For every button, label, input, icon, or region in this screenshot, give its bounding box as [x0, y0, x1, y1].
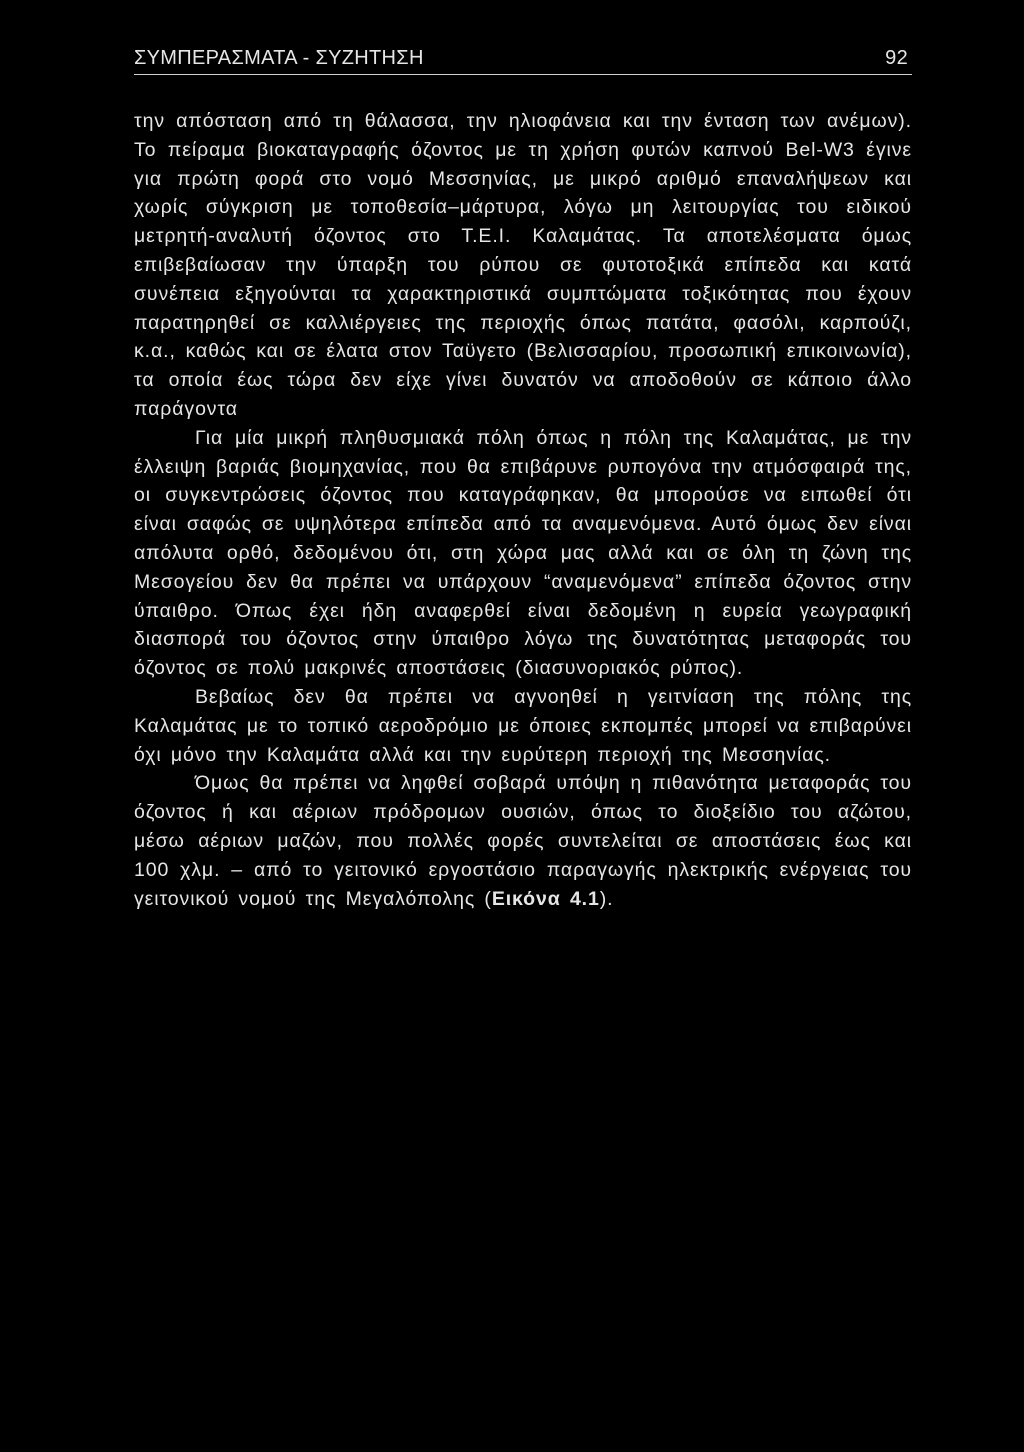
paragraph: Βεβαίως δεν θα πρέπει να αγνοηθεί η γειτνίαση της πόλης της Καλαμάτας με το τοπικό αεροδρόμιο με όποιες εκπομπές μπορεί να επιβαρύνει όχι μόνο την Καλαμάτα αλλά και την ευρύτερη περιοχή της Μεσσηνίας. — [134, 685, 912, 766]
paragraph-text: Όμως θα πρέπει να ληφθεί σοβαρά υπόψη η πιθανότητα μεταφοράς του όζοντος ή και αέριων πρόδρομων ουσιών, όπως το διοξείδιο του αζώτου, μέσω αέριων μαζών, που πολλές φορές συντελείται σε αποστάσεις έως και 100 χλμ. – από το γειτονικό εργοστάσιο παραγωγής ηλεκτρικής ενέργειας του γειτονικού νομού της Μεγαλόπολης ( — [134, 772, 912, 910]
paragraph — [134, 769, 912, 913]
paragraph: Για μία μικρή πληθυσμιακά πόλη όπως η πόλη της Καλαμάτας, με την έλλειψη βαριάς βιομηχανίας, που θα επιβάρυνε ρυπογόνα την ατμόσφαιρά της, οι συγκεντρώσεις όζοντος που καταγράφηκαν, θα μπορούσε να ειπωθεί ότι είναι σαφώς σε υψηλότερα επίπεδα από τα αναμενόμενα. Αυτό όμως δεν είναι απόλυτα ορθό, δεδομένου ότι, στη χώρα μας αλλά και σε όλη τη ζώνη της Μεσογείου δεν θα πρέπει να υπάρχουν “αναμενόμενα” επίπεδα όζοντος στην ύπαιθρο. Όπως έχει ήδη αναφερθεί είναι δεδομένη η ευρεία γεωγραφική διασπορά του όζοντος στην ύπαιθρο λόγω της δυνατότητας μεταφοράς του όζοντος σε πολύ μακρινές αποστάσεις (διασυνοριακός ρύπος). — [134, 426, 912, 680]
chapter-title: ΣΥΜΠΕΡΑΣΜΑΤΑ - ΣΥΖΗΤΗΣΗ — [134, 47, 424, 69]
paragraph-tail: ). — [599, 887, 614, 910]
body-text — [134, 107, 912, 913]
paragraph: την απόσταση από τη θάλασσα, την ηλιοφάνεια και την ένταση των ανέμων). Το πείραμα βιοκαταγραφής όζοντος με τη χρήση φυτών καπνού Bel-W3 έγινε για πρώτη φορά στο νομό Μεσσηνίας, με μικρό αριθμό επαναλήψεων και χωρίς σύγκριση με τοποθεσία–μάρτυρα, λόγω μη λειτουργίας του ειδικού μετρητή-αναλυτή όζοντος στο Τ.Ε.Ι. Καλαμάτας. Τα αποτελέσματα όμως επιβεβαίωσαν την ύπαρξη του ρύπου σε φυτοτοξικά επίπεδα και κατά συνέπεια εξηγούνται τα χαρακτηριστικά συμπτώματα τοξικότητας που έχουν παρατηρηθεί σε καλλιέργειες της περιοχής όπως πατάτα, φασόλι, καρπούζι, κ.α., καθώς και σε έλατα στον Ταϋγετο (Βελισσαρίου, προσωπική επικοινωνία), τα οποία έως τώρα δεν είχε γίνει δυνατόν να αποδοθούν σε κάποιο άλλο παράγοντα — [134, 110, 912, 420]
page-number: 92 — [885, 47, 908, 69]
figure-reference: Εικόνα 4.1 — [491, 887, 600, 910]
page-header — [134, 44, 912, 75]
